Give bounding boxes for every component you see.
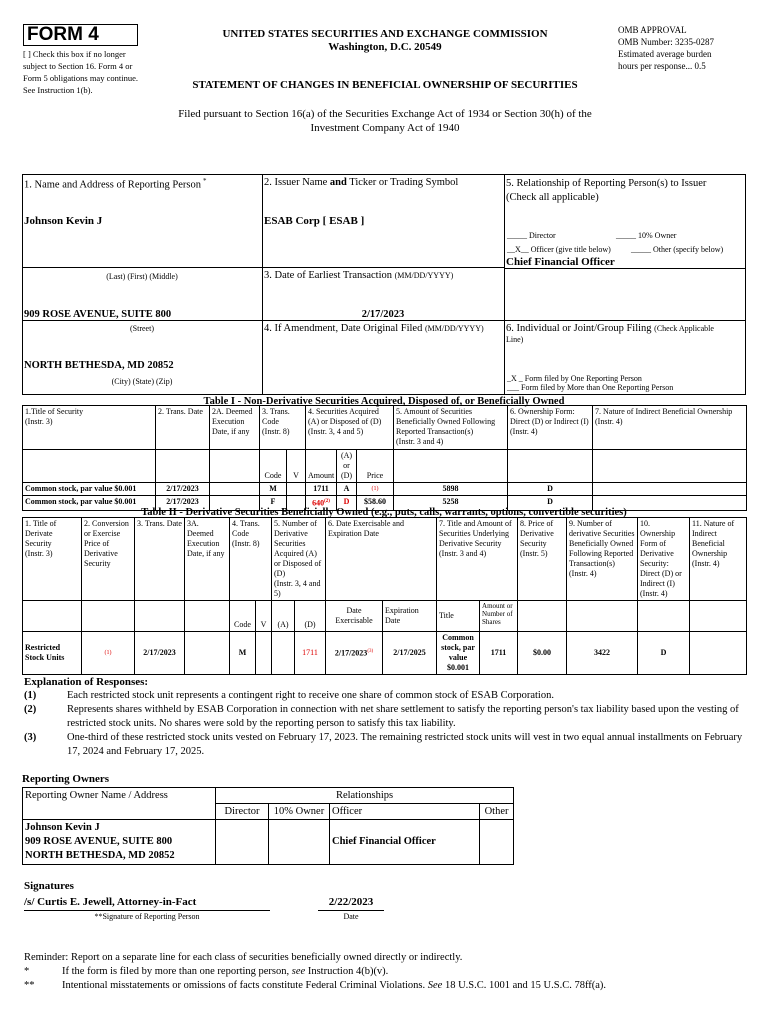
- box3-label-small: (MM/DD/YYYY): [394, 271, 454, 280]
- omb-line: OMB Number: 3235-0287: [618, 37, 714, 47]
- t2-row-form: D: [638, 632, 690, 675]
- double-star-see: See: [427, 980, 443, 991]
- ten-pct-owner-checkbox[interactable]: _____ 10% Owner: [616, 231, 677, 240]
- star-text-a: If the form is filed by more than one reporting person,: [62, 966, 292, 977]
- t2-sub-blank: [135, 601, 185, 632]
- box6-label: [506, 323, 744, 345]
- box6-label-text: 6. Individual or Joint/Group Filing: [506, 323, 652, 334]
- box2-label-b: Ticker or Trading Symbol: [346, 177, 459, 188]
- double-star-text-b: 18 U.S.C. 1001 and 15 U.S.C. 78ff(a).: [442, 980, 607, 991]
- form-title: FORM 4: [27, 24, 99, 45]
- reporting-owners-table: [22, 787, 514, 865]
- t1-sub-blank: [394, 450, 508, 483]
- t1-sub-price: Price: [357, 450, 394, 483]
- t2-header-date: 3. Trans. Date: [135, 518, 185, 601]
- reporting-person-name: Johnson Kevin J: [24, 215, 103, 227]
- t1-sub-aod: (A) or (D): [337, 450, 357, 483]
- filed-pursuant-line2: Investment Company Act of 1940: [310, 122, 460, 134]
- omb-line: OMB APPROVAL: [618, 25, 687, 35]
- t2-sub-blank: [518, 601, 567, 632]
- t1-sub-v: V: [287, 450, 306, 483]
- explanations-heading: Explanation of Responses:: [24, 676, 149, 688]
- ro-header-other: Other: [480, 804, 514, 820]
- table2: [22, 517, 747, 675]
- ro-other-cell: [480, 820, 514, 865]
- t2-row-deemed: [185, 632, 230, 675]
- t1-header-date: 2. Trans. Date: [156, 406, 210, 450]
- box1-label-text: 1. Name and Address of Reporting Person: [24, 179, 202, 191]
- t2-header-exercise: 6. Date Exercisable and Expiration Date: [326, 518, 437, 601]
- ro-officer-cell: Chief Financial Officer: [330, 820, 480, 865]
- t1-header-code: 3. Trans. Code (Instr. 8): [260, 406, 306, 450]
- explanation-text: Each restricted stock unit represents a contingent right to receive one share of common stock of ESAB Corporation.: [67, 690, 554, 701]
- t2-row-code: M: [230, 632, 256, 675]
- t2-row-expiration: 2/17/2025: [383, 632, 437, 675]
- box2-label: [264, 177, 458, 188]
- box6-rule: [504, 320, 745, 321]
- explanation-num: (2): [24, 704, 37, 715]
- box1-label: [24, 177, 207, 191]
- t1-row1-nature: [593, 483, 747, 496]
- double-star-marker: **: [24, 980, 35, 991]
- t1-row1-v: [287, 483, 306, 496]
- t2-row-a: [272, 632, 295, 675]
- multiple-reporting-persons-option[interactable]: ___ Form filed by More than One Reporting Person: [507, 383, 674, 392]
- footnote-star: [24, 966, 746, 977]
- t2-header-number: 5. Number of Derivative Securities Acquired (A) or Disposed of (D) (Instr. 3, 4 and 5): [272, 518, 326, 601]
- ro-owner-name: Johnson Kevin J: [25, 822, 100, 833]
- t1-row2-date: 2/17/2023: [156, 496, 210, 511]
- explanation-list: [24, 689, 746, 759]
- omb-approval: [618, 24, 714, 72]
- box2-5-divider: [504, 174, 505, 394]
- t1-row2-form: D: [508, 496, 593, 511]
- omb-line: Estimated average burden: [618, 49, 712, 59]
- reporting-person-city: NORTH BETHESDA, MD 20852: [24, 360, 174, 371]
- box1-rule-a: [22, 267, 504, 268]
- other-checkbox[interactable]: _____ Other (specify below): [631, 245, 724, 254]
- t1-row1-amount: 1711: [306, 483, 337, 496]
- date-line: [318, 910, 384, 911]
- street-caption: (Street): [130, 324, 154, 333]
- table2-title: Table II - Derivative Securities Beneficially Owned (e.g., puts, calls, warrants, options, convertible securities): [141, 507, 627, 518]
- t2-row-exercisable: [326, 632, 383, 675]
- list-item: [24, 689, 746, 703]
- double-star-text-a: Intentional misstatements or omissions of facts constitute Federal Criminal Violations.: [62, 980, 428, 991]
- t2-row-under-amount: 1711: [480, 632, 518, 675]
- signature-line: [24, 910, 270, 911]
- t1-row1-title: Common stock, par value $0.001: [23, 483, 156, 496]
- t2-sub-blank: [185, 601, 230, 632]
- t2-sub-blank: [567, 601, 638, 632]
- t1-header-acquired: 4. Securities Acquired (A) or Disposed of (D) (Instr. 3, 4 and 5): [306, 406, 394, 450]
- one-reporting-person-option[interactable]: _X _ Form filed by One Reporting Person: [507, 374, 642, 383]
- ro-header-ten-pct: 10% Owner: [269, 804, 330, 820]
- ro-header-officer: Officer: [330, 804, 480, 820]
- explanation-num: (1): [24, 690, 37, 701]
- box2-label-and: and: [329, 177, 347, 188]
- reporting-owners-heading: Reporting Owners: [22, 773, 110, 785]
- t2-row-owned: 3422: [567, 632, 638, 675]
- t2-sub-a: (A): [272, 601, 295, 632]
- t1-header-title: 1.Title of Security (Instr. 3): [23, 406, 156, 450]
- t1-sub-blank: [508, 450, 593, 483]
- name-caption: (Last) (First) (Middle): [106, 272, 178, 281]
- t1-row2-amount-value: 640: [312, 498, 325, 508]
- table-row: [23, 632, 747, 675]
- t2-row-under-title: Common stock, par value $0.001: [437, 632, 480, 675]
- t2-header-owned: 9. Number of derivative Securities Beneficially Owned Following Reported Transaction(s) (Instr. 4): [567, 518, 638, 601]
- t2-row-v: [256, 632, 272, 675]
- t2-header-underlying: 7. Title and Amount of Securities Underlying Derivative Security (Instr. 3 and 4): [437, 518, 518, 601]
- box3-label: [264, 270, 453, 281]
- t1-row2-code: F: [260, 496, 287, 511]
- issuer-name: ESAB Corp [ ESAB ]: [264, 215, 365, 227]
- ro-ten-pct-cell: [269, 820, 330, 865]
- t2-row-price-note: (1): [82, 632, 135, 675]
- box5-sublabel: (Check all applicable): [506, 192, 599, 203]
- ro-header-director: Director: [216, 804, 269, 820]
- t1-sub-code: Code: [260, 450, 287, 483]
- statement-title: STATEMENT OF CHANGES IN BENEFICIAL OWNERSHIP OF SECURITIES: [192, 79, 578, 91]
- t1-sub-amount: Amount: [306, 450, 337, 483]
- footnote-double-star: [24, 980, 746, 991]
- star-see: see: [291, 966, 306, 977]
- box6-label-line2: Line): [506, 335, 524, 344]
- explanation-num: (3): [24, 732, 37, 743]
- footnote-marker: (3): [367, 649, 374, 655]
- box-bottom-rule: [22, 394, 746, 395]
- t1-header-owned: 5. Amount of Securities Beneficially Owned Following Reported Transaction(s) (Instr. 3 and 4): [394, 406, 508, 450]
- explanation-text: Represents shares withheld by ESAB Corporation in connection with net share settlement to satisfy the reporting person's tax liability based upon the vesting of restricted stock units. No shares were sold by the reporting person to satisfy this tax liability.: [67, 704, 739, 729]
- director-checkbox[interactable]: _____ Director: [507, 231, 556, 240]
- ro-header-name: Reporting Owner Name / Address: [23, 788, 216, 820]
- table1: [22, 405, 747, 511]
- t1-row2-price: $58.60: [357, 496, 394, 511]
- box3-label-text: 3. Date of Earliest Transaction: [264, 270, 393, 281]
- t2-row-title: Restricted Stock Units: [23, 632, 82, 675]
- t2-header-deemed: 3A. Deemed Execution Date, if any: [185, 518, 230, 601]
- ro-owner-city: NORTH BETHESDA, MD 20852: [25, 850, 175, 861]
- officer-title: Chief Financial Officer: [506, 256, 615, 268]
- box4-label-small: (MM/DD/YYYY): [424, 324, 484, 333]
- t1-row1-aod: A: [337, 483, 357, 496]
- box1-2-divider: [262, 174, 263, 394]
- t1-row1-form: D: [508, 483, 593, 496]
- t1-row2-owned: 5258: [394, 496, 508, 511]
- box1-rule-b: [22, 320, 504, 321]
- t2-sub-expiration: Expiration Date: [383, 601, 437, 632]
- t1-sub-blank: [23, 450, 156, 483]
- agency-city: Washington, D.C. 20549: [328, 41, 442, 53]
- star-marker: *: [24, 966, 30, 977]
- double-star-text: [62, 980, 606, 991]
- t2-row-price: $0.00: [518, 632, 567, 675]
- t1-header-form: 6. Ownership Form: Direct (D) or Indirect (I) (Instr. 4): [508, 406, 593, 450]
- signature-name: /s/ Curtis E. Jewell, Attorney-in-Fact: [24, 896, 197, 908]
- footnote-marker: (2): [324, 499, 330, 504]
- omb-line: hours per response... 0.5: [618, 61, 706, 71]
- t2-row-exercisable-value: 2/17/2023: [334, 648, 368, 658]
- signature-date: 2/22/2023: [328, 896, 374, 908]
- t2-row-date: 2/17/2023: [135, 632, 185, 675]
- ro-owner: [23, 820, 216, 865]
- t2-row-d: 1711: [295, 632, 326, 675]
- t2-header-price: 8. Price of Derivative Security (Instr. 5): [518, 518, 567, 601]
- t1-header-deemed: 2A. Deemed Execution Date, if any: [210, 406, 260, 450]
- t2-sub-v: V: [256, 601, 272, 632]
- t2-sub-blank: [690, 601, 747, 632]
- reporting-person-street: 909 ROSE AVENUE, SUITE 800: [24, 309, 172, 320]
- filed-pursuant-line1: Filed pursuant to Section 16(a) of the Securities Exchange Act of 1934 or Section 30(h) of the: [178, 108, 592, 120]
- t1-row2-title: Common stock, par value $0.001: [23, 496, 156, 511]
- t1-sub-blank: [210, 450, 260, 483]
- list-item: [24, 731, 746, 759]
- explanation-text: One-third of these restricted stock units vested on February 17, 2023. The remaining restricted stock units will vest in two equal annual installments on February 17, 2024 and February 17, 2025.: [67, 732, 743, 757]
- ro-director-cell: [216, 820, 269, 865]
- t1-sub-blank: [593, 450, 747, 483]
- t1-header-nature: 7. Nature of Indirect Beneficial Ownership (Instr. 4): [593, 406, 747, 450]
- t1-row1-code: M: [260, 483, 287, 496]
- t2-sub-blank: [638, 601, 690, 632]
- signatures-heading: Signatures: [24, 880, 74, 892]
- t2-sub-blank: [82, 601, 135, 632]
- city-caption: (City) (State) (Zip): [111, 377, 173, 386]
- box4-label-text: 4. If Amendment, Date Original Filed: [264, 323, 423, 334]
- t1-row1-price-note: (1): [357, 483, 394, 496]
- t2-sub-amount: Amount or Number of Shares: [480, 601, 518, 632]
- box-top-rule: [22, 174, 746, 175]
- t1-row1-owned: 5898: [394, 483, 508, 496]
- t2-header-title: 1. Title of Derivate Security (Instr. 3): [23, 518, 82, 601]
- t2-sub-code: Code: [230, 601, 256, 632]
- table-row: [23, 483, 747, 496]
- t2-row-nature: [690, 632, 747, 675]
- ro-owner-street: 909 ROSE AVENUE, SUITE 800: [25, 836, 173, 847]
- star-text-b: Instruction 4(b)(v).: [305, 966, 389, 977]
- t1-row1-deemed: [210, 483, 260, 496]
- reminder: Reminder: Report on a separate line for each class of securities beneficially owned directly or indirectly.: [24, 952, 463, 963]
- t1-row1-date: 2/17/2023: [156, 483, 210, 496]
- t2-sub-exercisable: Date Exercisable: [326, 601, 383, 632]
- t2-sub-blank: [23, 601, 82, 632]
- star-text: [62, 966, 388, 977]
- box5-label: [506, 177, 742, 205]
- t2-header-conversion: 2. Conversion or Exercise Price of Derivative Security: [82, 518, 135, 601]
- agency-name: UNITED STATES SECURITIES AND EXCHANGE COMMISSION: [222, 28, 548, 40]
- box-left-rule: [22, 174, 23, 394]
- signature-caption: **Signature of Reporting Person: [94, 912, 200, 921]
- t2-header-nature: 11. Nature of Indirect Beneficial Ownership (Instr. 4): [690, 518, 747, 601]
- no-longer-subject-checkbox-text[interactable]: [ ] Check this box if no longer subject to Section 16. Form 4 or Form 5 obligations may continue. See Instruction 1(b).: [23, 49, 138, 95]
- officer-checkbox[interactable]: __X__ Officer (give title below): [507, 245, 611, 254]
- earliest-transaction-date: 2/17/2023: [361, 309, 405, 320]
- t2-header-form: 10. Ownership Form of Derivative Security: Direct (D) or Indirect (I) (Instr. 4): [638, 518, 690, 601]
- box5-label-text: 5. Relationship of Reporting Person(s) to Issuer: [506, 178, 707, 189]
- box-right-rule: [745, 174, 746, 394]
- box5-rule: [504, 268, 745, 269]
- t2-sub-d: (D): [295, 601, 326, 632]
- asterisk-marker: *: [203, 177, 207, 185]
- box4-label: [264, 323, 484, 334]
- t2-sub-title: Title: [437, 601, 480, 632]
- table1-title: Table I - Non-Derivative Securities Acquired, Disposed of, or Beneficially Owned: [203, 396, 565, 407]
- table-row: [23, 820, 514, 865]
- list-item: [24, 703, 746, 731]
- box2-label-a: 2. Issuer Name: [264, 177, 330, 188]
- date-caption: Date: [343, 912, 359, 921]
- t2-header-code: 4. Trans. Code (Instr. 8): [230, 518, 272, 601]
- box6-label-small: (Check Applicable: [654, 324, 714, 333]
- ro-header-relationships: Relationships: [216, 788, 514, 804]
- t1-row2-aod: D: [337, 496, 357, 511]
- t1-sub-blank: [156, 450, 210, 483]
